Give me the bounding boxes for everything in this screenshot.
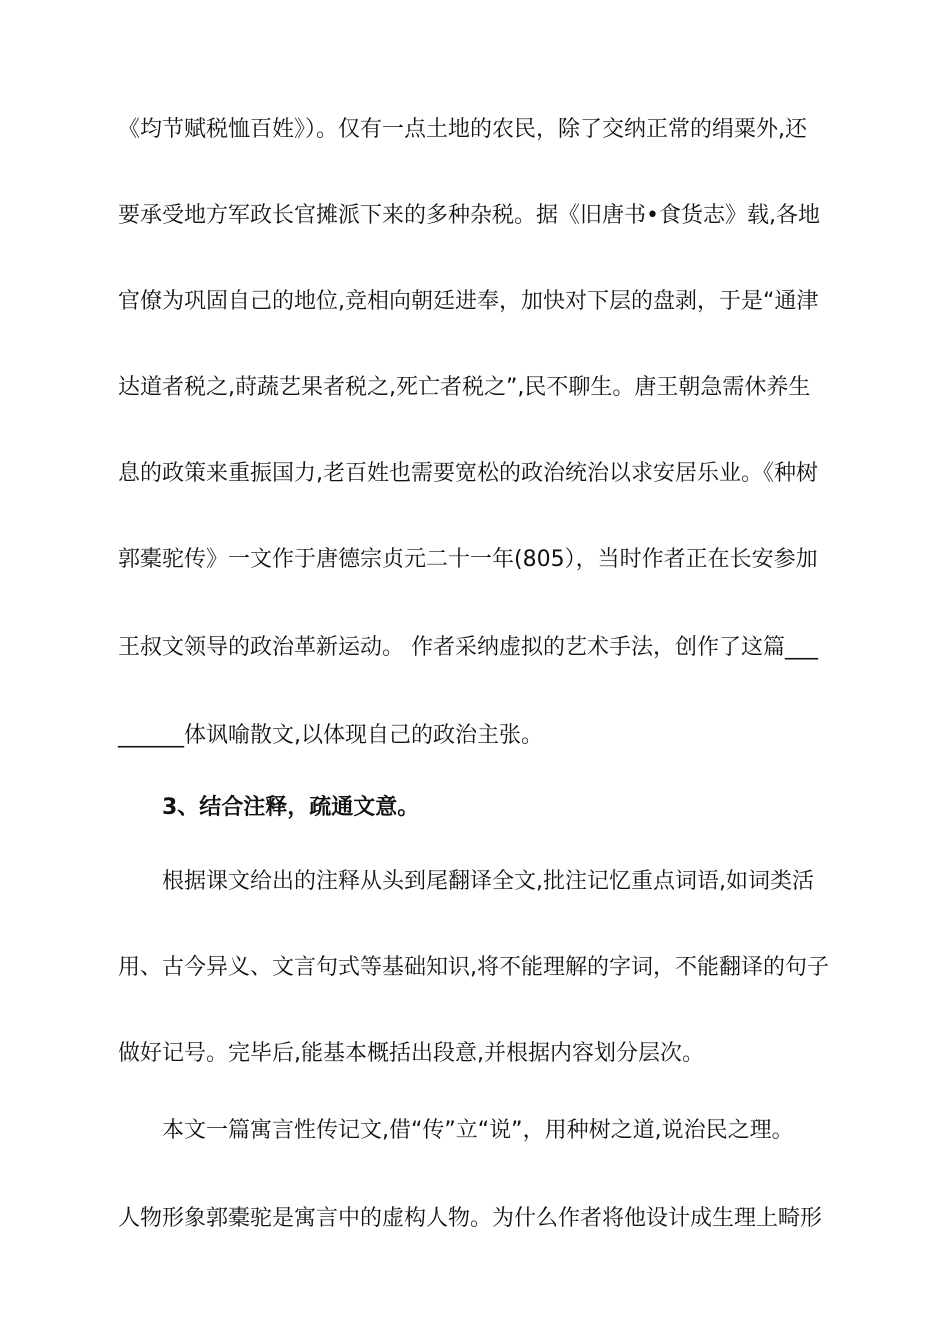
paragraph-1-line-7: 王叔文领导的政治革新运动。 作者采纳虚拟的艺术手法，创作了这篇___ bbox=[118, 635, 818, 660]
paragraph-2-line-2: 用、古今异义、文言句式等基础知识,将不能理解的字词，不能翻译的句子 bbox=[118, 955, 829, 980]
paragraph-2-line-3: 做好记号。完毕后,能基本概括出段意,并根据内容划分层次。 bbox=[118, 1041, 704, 1066]
paragraph-3-line-2: 人物形象郭橐驼是寓言中的虚构人物。为什么作者将他设计成生理上畸形 bbox=[118, 1206, 823, 1231]
paragraph-1-line-6: 郭橐驼传》一文作于唐德宗贞元二十一年(805），当时作者正在长安参加 bbox=[118, 547, 818, 572]
paragraph-1-line-8: ______体讽喻散文,以体现自己的政治主张。 bbox=[118, 723, 543, 748]
paragraph-1-line-4: 达道者税之,莳蔬艺果者税之,死亡者税之”,民不聊生。唐王朝急需休养生 bbox=[118, 375, 811, 400]
paragraph-3-line-1: 本文一篇寓言性传记文,借“传”立“说”，用种树之道,说治民之理。 bbox=[162, 1118, 794, 1143]
paragraph-1-line-3: 官僚为巩固自己的地位,竞相向朝廷进奉，加快对下层的盘剥，于是“通津 bbox=[118, 289, 819, 314]
paragraph-2-line-1: 根据课文给出的注释从头到尾翻译全文,批注记忆重点词语,如词类活 bbox=[162, 869, 814, 894]
paragraph-1-line-2: 要承受地方军政长官摊派下来的多种杂税。据《旧唐书•食货志》载,各地 bbox=[118, 203, 820, 228]
paragraph-1-line-1: 《均节赋税恤百姓》）。仅有一点土地的农民，除了交纳正常的绢粟外,还 bbox=[118, 117, 807, 142]
paragraph-1-line-5: 息的政策来重振国力,老百姓也需要宽松的政治统治以求安居乐业。《种树 bbox=[118, 461, 818, 486]
section-heading: 3、结合注释，疏通文意。 bbox=[162, 795, 420, 820]
